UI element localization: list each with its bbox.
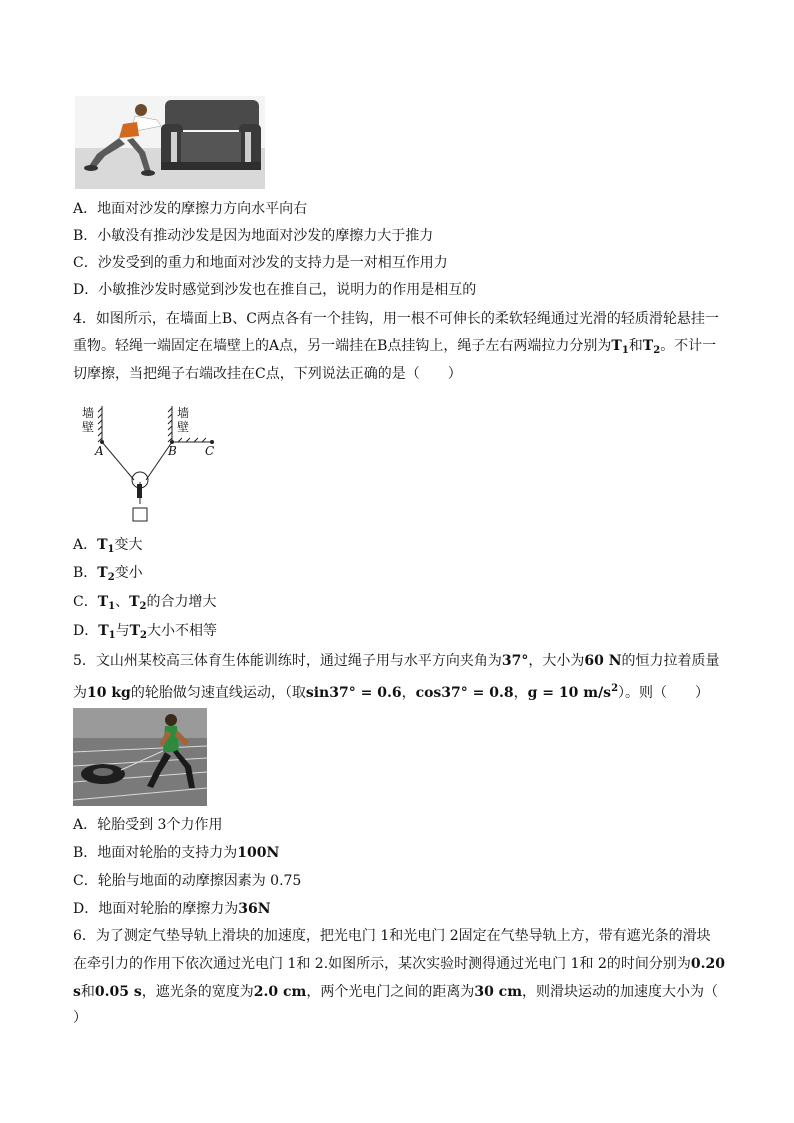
q4-stem-line-1: 4．如图所示，在墙面上B、C两点各有一个挂钩，用一根不可伸长的柔软轻绳通过光滑的轻质滑轮悬挂一 [73, 311, 719, 327]
q3-option-c: C．沙发受到的重力和地面对沙发的支持力是一对相互作用力 [73, 255, 448, 271]
q6-stem-line-1: 6．为了测定气垫导轨上滑块的加速度，把光电门 1和光电门 2固定在气垫导轨上方，带有遮光条的滑块 [73, 928, 711, 944]
right-wall-label: 墙 壁 [177, 406, 190, 434]
q4-option-b: B．$T_2$变小 [73, 565, 143, 583]
q5-stem-line-2: 为10 kg的轮胎做匀速直线运动，（取sin37° = 0.6，cos37° = 0.8，g = 10 $m/s^2$）。则（ ） [73, 683, 710, 701]
q4-stem-line-3: 切摩擦，当把绳子右端改挂在C点，下列说法正确的是（ ） [73, 366, 462, 382]
q5-option-d: D．地面对轮胎的摩擦力为36N [73, 901, 271, 917]
tire-training-photo [73, 708, 207, 806]
q5-stem-line-1: 5．文山州某校高三体育生体能训练时，通过绳子用与水平方向夹角为37°，大小为60 N的恒力拉着质量 [73, 653, 720, 669]
q6-stem-line-4: ） [73, 1010, 87, 1026]
sofa-photo [75, 96, 265, 189]
q3-option-a: A．地面对沙发的摩擦力方向水平向右 [73, 201, 308, 217]
point-a-label: A [95, 444, 104, 458]
point-b-label: B [168, 444, 177, 458]
q4-option-a: A．$T_1$变大 [73, 537, 143, 555]
q6-stem-line-3: s和0.05 s，遮光条的宽度为2.0 cm，两个光电门之间的距离为30 cm，则滑块运动的加速度大小为（ [73, 984, 719, 1000]
q3-option-b: B．小敏没有推动沙发是因为地面对沙发的摩擦力大于推力 [73, 228, 434, 244]
point-c-label: C [205, 444, 215, 458]
q5-option-b: B．地面对轮胎的支持力为100N [73, 845, 280, 861]
q4-option-d: D．$T_1$与$T_2$大小不相等 [73, 623, 218, 641]
q5-option-c: C．轮胎与地面的动摩擦因素为 0.75 [73, 873, 302, 889]
q4-stem-line-2: 重物。轻绳一端固定在墙壁上的A点，另一端挂在B点挂钩上，绳子左右两端拉力分别为$T_1$和$T_2$。不计一 [73, 338, 717, 356]
q3-option-d: D．小敏推沙发时感觉到沙发也在推自己，说明力的作用是相互的 [73, 282, 477, 298]
left-wall-label: 墙 壁 [82, 406, 95, 434]
pulley-diagram [74, 400, 224, 525]
q4-option-c: C．$T_1$、$T_2$的合力增大 [73, 594, 217, 612]
q5-option-a: A．轮胎受到 3个力作用 [73, 817, 223, 833]
q6-stem-line-2: 在牵引力的作用下依次通过光电门 1和 2.如图所示，某次实验时测得通过光电门 1和 2的时间分别为0.20 [73, 956, 725, 972]
